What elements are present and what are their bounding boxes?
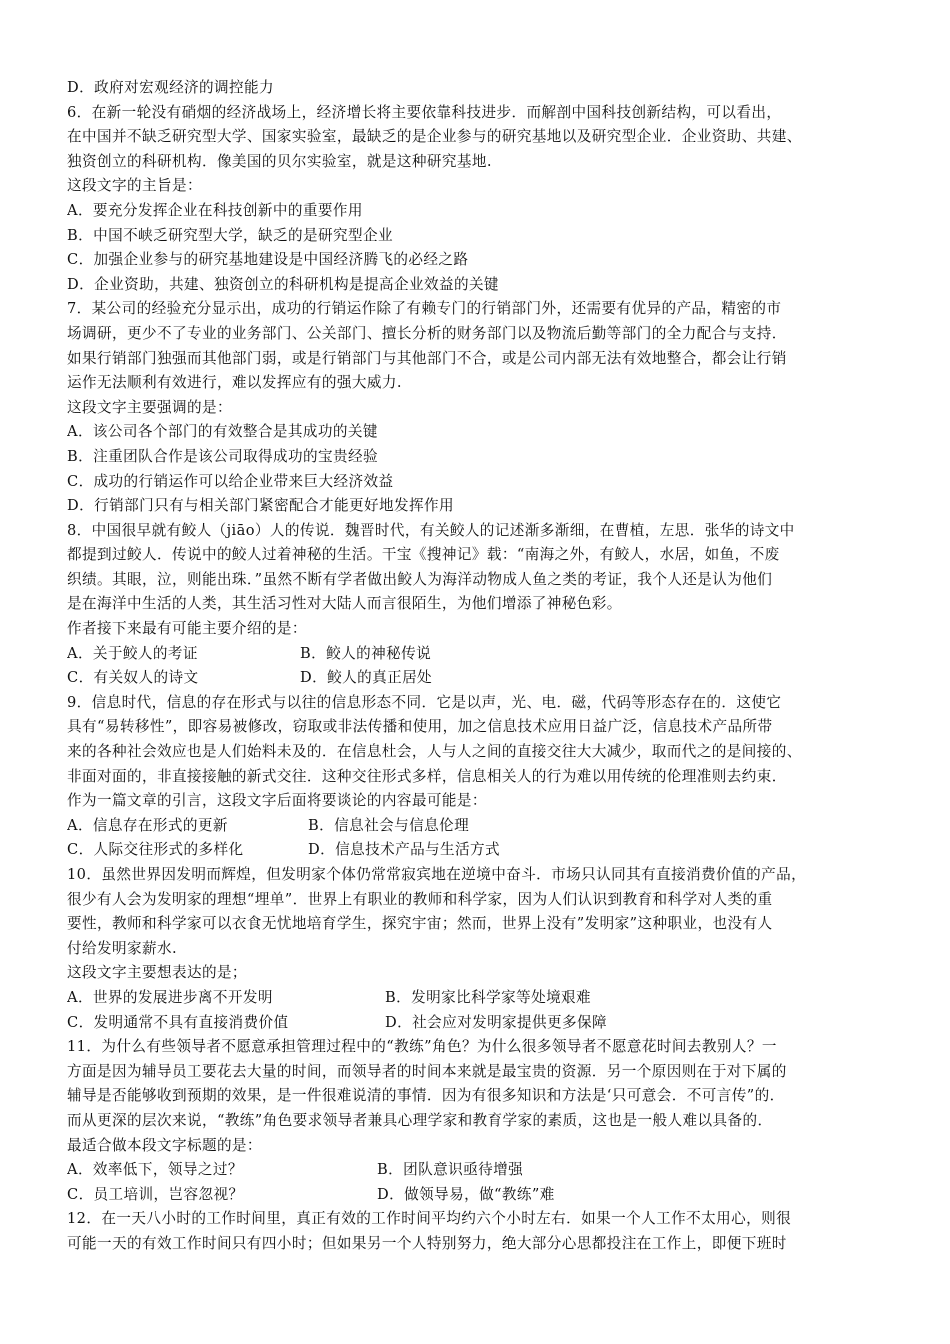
q10-text-line: 付给发明家薪水. — [67, 939, 177, 957]
q6-text-line: 在中国并不缺乏研究型大学、国家实验室，最缺乏的是企业参与的研究基地以及研究型企业．企业资助、共建、 — [67, 128, 802, 146]
q8-option-d: D．鲛人的真正居处 — [300, 669, 433, 687]
q11-options-row — [67, 1183, 889, 1208]
q11-text-line: 辅导是否能够收到预期的效果，是一件很难说清的事情．因为有很多知识和方法是‘只可意会．不可言传”的． — [67, 1087, 785, 1105]
q7-text-line: 运作无法顺利有效进行，难以发挥应有的强大威力. — [67, 374, 402, 392]
q11-options-row — [67, 1158, 889, 1183]
q11-question: 最适合做本段文字标题的是： — [67, 1136, 262, 1154]
q7-option-b: B．注重团队合作是该公司取得成功的宝贵经验 — [67, 447, 379, 465]
q8-options-row — [67, 642, 889, 667]
q9-option-d: D．信息技术产品与生活方式 — [308, 841, 501, 859]
q10-option-a: A．世界的发展进步离不开发明 — [67, 988, 273, 1006]
q6-option-a: A．要充分发挥企业在科技创新中的重要作用 — [67, 201, 363, 219]
q8-options-row — [67, 666, 889, 691]
q7-option-d: D．行销部门只有与相关部门紧密配合才能更好地发挥作用 — [67, 497, 454, 515]
q6-option-b: B．中国不峡乏研究型大学，缺乏的是研究型企业 — [67, 226, 393, 244]
q8-text-line: 是在海洋中生活的人类，其生活习性对大陆人而言很陌生，为他们增添了神秘色彩。 — [67, 595, 622, 613]
q6-option-c: C．加强企业参与的研究基地建设是中国经济腾飞的必经之路 — [67, 251, 469, 269]
q6-text-line: 独资创立的科研机构．像美国的贝尔实验室，就是这种研究基地. — [67, 152, 492, 170]
q7-option-a: A．该公司各个部门的有效整合是其成功的关键 — [67, 423, 378, 441]
q8-text-line: 8．中国很早就有鲛人（jiāo）人的传说．魏晋时代，有关鲛人的记述渐多渐细，在曹植，左思．张华的诗文中 — [67, 521, 795, 539]
q6-text-line: 6．在新一轮没有硝烟的经济战场上，经济增长将主要依靠科技进步．而解剖中国科技创新结构，可以看出， — [67, 103, 782, 121]
q10-options-row — [67, 986, 889, 1011]
q9-option-a: A．信息存在形式的更新 — [67, 816, 228, 834]
q7-option-c: C．成功的行销运作可以给企业带来巨大经济效益 — [67, 472, 394, 490]
q9-text-line: 非面对面的，非直接接触的新式交往．这种交往形式多样，信息相关人的行为难以用传统的伦理准则去约束． — [67, 767, 787, 785]
q8-text-line: 都提到过鲛人．传说中的鲛人过着神秘的生活。干宝《搜神记》载：“南海之外，有鲛人，水居，如鱼，不废 — [67, 546, 780, 564]
q9-option-c: C．人际交往形式的多样化 — [67, 841, 244, 859]
document-page — [67, 76, 889, 1257]
q8-option-c: C．有关奴人的诗文 — [67, 669, 199, 687]
q6-option-d: D．企业资助，共建、独资创立的科研机构是提高企业效益的关键 — [67, 275, 499, 293]
q9-question: 作为一篇文章的引言，这段文字后面将要谈论的内容最可能是： — [67, 792, 487, 810]
q10-text-line: 要性，教师和科学家可以衣食无忧地培育学生，探究宇宙；然而，世界上没有”发明家”这种职业，也没有人 — [67, 915, 773, 933]
q11-option-b: B．团队意识亟待增强 — [377, 1161, 524, 1179]
q6-question: 这段文字的主旨是： — [67, 177, 202, 195]
q10-question: 这段文字主要想表达的是； — [67, 964, 247, 982]
q10-option-b: B．发明家比科学家等处境艰难 — [385, 988, 592, 1006]
q11-text-line: 方面是因为辅导员工要花去大量的时间，而领导者的时间本来就是最宝贵的资源．另一个原因则在于对下属的 — [67, 1062, 787, 1080]
q10-options-row — [67, 1011, 889, 1036]
q9-options-row — [67, 814, 889, 839]
q9-options-row — [67, 838, 889, 863]
q9-text-line: 具有“易转移性”，即容易被修改，窃取或非法传播和使用，加之信息技术应用日益广泛，信息技术产品所带 — [67, 718, 773, 736]
q9-text-line: 来的各种社会效应也是人们始料未及的．在信息杜会，人与人之间的直接交往大大减少，取而代之的是间接的、 — [67, 743, 802, 761]
q12-text-line: 12．在一天八小时的工作时间里，真正有效的工作时间平均约六个小时左右．如果一个人工作不太用心，则很 — [67, 1210, 792, 1228]
q5-option-d: D．政府对宏观经济的调控能力 — [67, 79, 275, 96]
q8-question: 作者接下来最有可能主要介绍的是： — [67, 620, 307, 638]
q10-option-d: D．社会应对发明家提供更多保障 — [385, 1013, 608, 1031]
q9-option-b: B．信息社会与信息伦理 — [308, 816, 470, 834]
q8-option-a: A．关于鲛人的考证 — [67, 644, 198, 662]
q12-text-line: 可能一天的有效工作时间只有四小时；但如果另一个人特别努力，绝大部分心思都投注在工作上，即便下班时 — [67, 1234, 787, 1252]
q11-text-line: 11．为什么有些领导者不愿意承担管理过程中的“教练”角色？为什么很多领导者不愿意花时间去教别人？一 — [67, 1038, 777, 1056]
q10-option-c: C．发明通常不具有直接消费价值 — [67, 1013, 289, 1031]
q11-option-d: D．做领导易，做“教练”难 — [377, 1185, 555, 1203]
q7-text-line: 如果行销部门独强而其他部门弱，或是行销部门与其他部门不合，或是公司内部无法有效地整合，都会让行销 — [67, 349, 787, 367]
q8-option-b: B．鲛人的神秘传说 — [300, 644, 432, 662]
q10-text-line: 很少有人会为发明家的理想“埋单”．世界上有职业的教师和科学家，因为人们认识到教育和科学对人类的重 — [67, 890, 773, 908]
q10-text-line: 10．虽然世界因发明而辉煌，但发明家个体仍常常寂宾地在逆境中奋斗．市场只认同其有直接消费价值的产品， — [67, 866, 807, 883]
q11-option-c: C．员工培训，岂容忽视？ — [67, 1185, 244, 1203]
q9-text-line: 9．信息时代，信息的存在形式与以往的信息形态不同．它是以声，光、电．磁，代码等形态存在的．这使它 — [67, 693, 782, 711]
q11-text-line: 而从更深的层次来说，“教练”角色要求领导者兼具心理学家和教育学家的素质，这也是一般人难以具备的． — [67, 1111, 773, 1129]
q7-question: 这段文字主要强调的是： — [67, 398, 232, 416]
q7-text-line: 7．某公司的经验充分显示出，成功的行销运作除了有赖专门的行销部门外，还需要有优异的产品，精密的市 — [67, 300, 782, 318]
q11-option-a: A．效率低下，领导之过？ — [67, 1161, 243, 1179]
q7-text-line: 场调研，更少不了专业的业务部门、公关部门、擅长分析的财务部门以及物流后勤等部门的全力配合与支持． — [67, 324, 787, 342]
q8-text-line: 织绩。其眼，泣，则能出珠．”虽然不断有学者做出鲛人为海洋动物成人鱼之类的考证，我个人还是认为他们 — [67, 570, 773, 588]
